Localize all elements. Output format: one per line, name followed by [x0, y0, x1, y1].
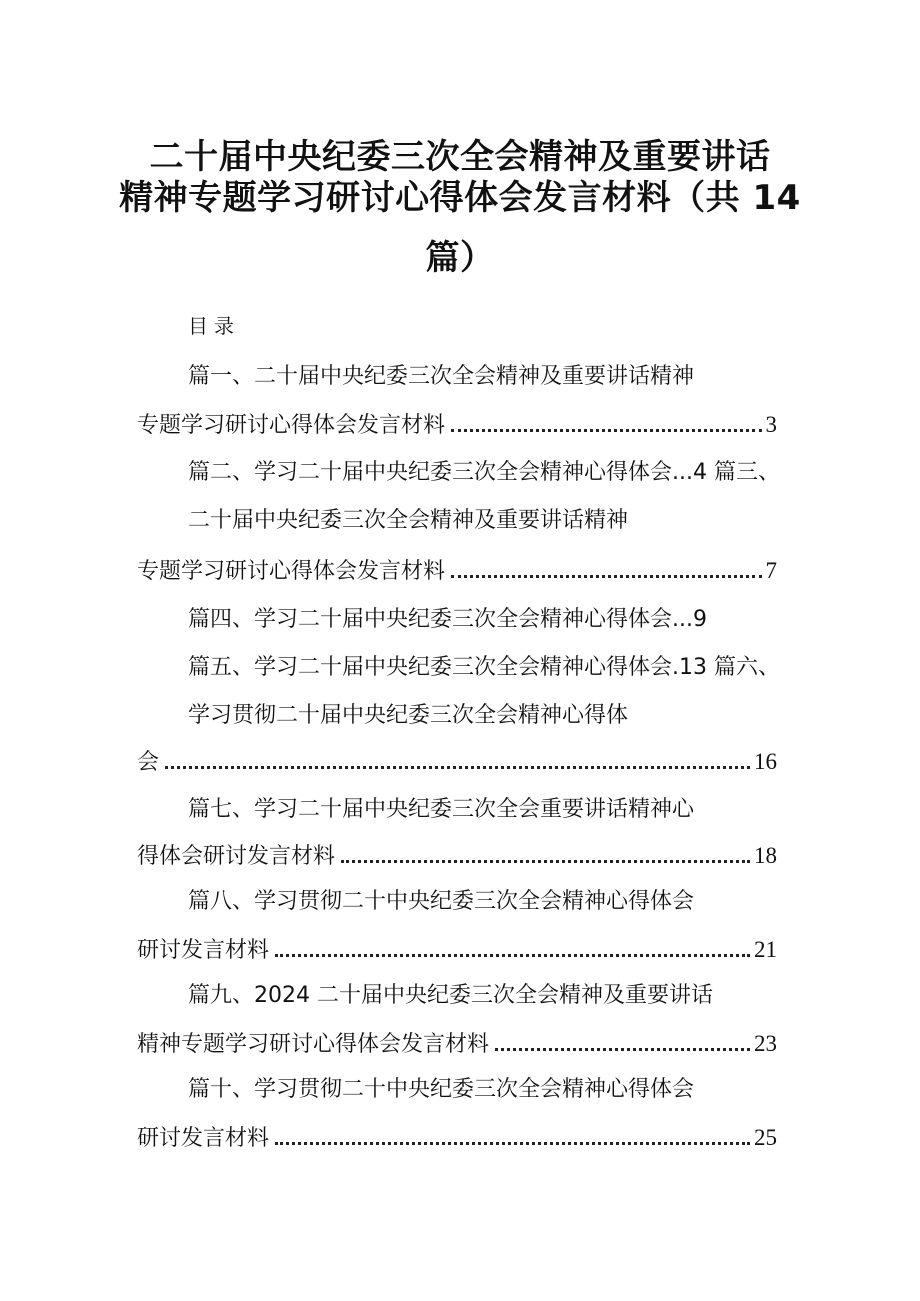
- toc-entry-text: 专题学习研讨心得体会发言材料: [137, 559, 446, 584]
- leader-dots: [275, 954, 750, 957]
- toc-label: 目录: [188, 314, 240, 338]
- toc-entry-text: 专题学习研讨心得体会发言材料: [137, 413, 446, 438]
- toc-entry-10-line-2[interactable]: [137, 1122, 777, 1155]
- leader-dots: [451, 575, 761, 578]
- title-line-3: 篇）: [425, 238, 495, 278]
- toc-entry-2[interactable]: 篇二、学习二十届中央纪委三次全会精神心得体会...4 篇三、: [188, 460, 780, 485]
- toc-entry-6-line-1[interactable]: 学习贯彻二十届中央纪委三次全会精神心得体: [188, 703, 629, 728]
- leader-dots: [165, 766, 750, 769]
- toc-entry-text: 会: [137, 750, 160, 775]
- toc-page-number: 18: [754, 843, 777, 868]
- toc-page-number: 3: [765, 412, 777, 437]
- toc-entry-6-line-2[interactable]: [137, 746, 777, 779]
- toc-entry-7-line-1[interactable]: 篇七、学习二十届中央纪委三次全会重要讲话精神心: [188, 797, 695, 822]
- toc-page-number: 23: [754, 1031, 777, 1056]
- toc-entry-5[interactable]: 篇五、学习二十届中央纪委三次全会精神心得体会.13 篇六、: [188, 655, 780, 680]
- toc-entry-1-line-2[interactable]: [137, 409, 777, 442]
- toc-entry-text: 研讨发言材料: [137, 938, 270, 963]
- toc-entry-3-line-2[interactable]: [137, 555, 777, 588]
- toc-entry-text: 精神专题学习研讨心得体会发言材料: [137, 1032, 490, 1057]
- leader-dots: [341, 860, 750, 863]
- toc-entry-9-line-1[interactable]: 篇九、2024 二十届中央纪委三次全会精神及重要讲话: [188, 983, 713, 1008]
- title-line-2: 精神专题学习研讨心得体会发言材料（共 14: [119, 178, 801, 218]
- toc-entry-8-line-2[interactable]: [137, 934, 777, 967]
- title-line-1: 二十届中央纪委三次全会精神及重要讲话: [149, 137, 771, 177]
- leader-dots: [451, 429, 761, 432]
- leader-dots: [495, 1048, 750, 1051]
- toc-entry-1-line-1[interactable]: 篇一、二十届中央纪委三次全会精神及重要讲话精神: [188, 364, 695, 389]
- toc-entry-4[interactable]: 篇四、学习二十届中央纪委三次全会精神心得体会...9: [188, 607, 707, 632]
- toc-entry-8-line-1[interactable]: 篇八、学习贯彻二十中央纪委三次全会精神心得体会: [188, 889, 695, 914]
- toc-entry-3-line-1[interactable]: 二十届中央纪委三次全会精神及重要讲话精神: [188, 508, 629, 533]
- leader-dots: [275, 1142, 750, 1145]
- toc-page-number: 7: [765, 558, 777, 583]
- toc-page-number: 21: [754, 937, 777, 962]
- toc-entry-text: 研讨发言材料: [137, 1126, 270, 1151]
- toc-page-number: 16: [754, 749, 777, 774]
- toc-page-number: 25: [754, 1125, 777, 1150]
- toc-entry-9-line-2[interactable]: [137, 1028, 777, 1061]
- toc-entry-10-line-1[interactable]: 篇十、学习贯彻二十中央纪委三次全会精神心得体会: [188, 1077, 695, 1102]
- toc-entry-7-line-2[interactable]: [137, 840, 777, 873]
- toc-entry-text: 得体会研讨发言材料: [137, 844, 336, 869]
